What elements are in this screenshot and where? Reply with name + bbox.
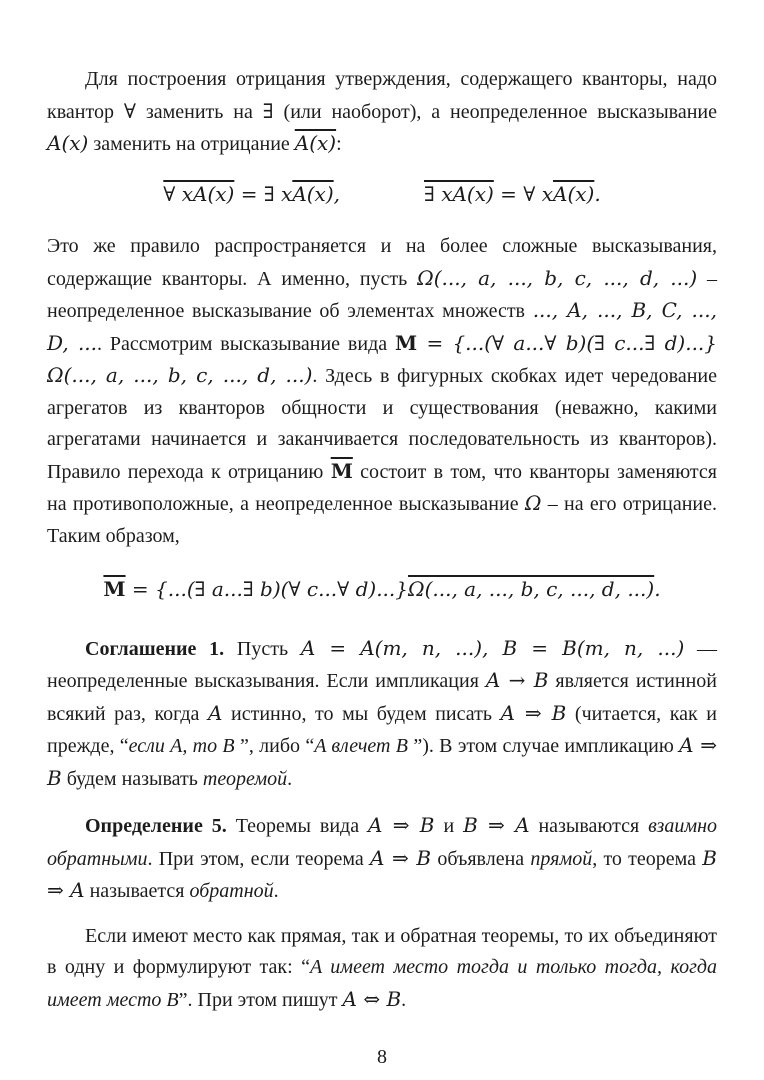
text-segment: называется — [84, 880, 190, 902]
text-segment: и — [434, 815, 464, 837]
text-segment: ”, либо “ — [234, 735, 315, 757]
overlined-exists-statement: ∃ xA(x) — [424, 181, 494, 206]
quantifier-prefix-formula: = {...(∀ a...∀ b)(∃ c...∃ d)...}Ω(..., a, ..., b, c, ..., d, ...) — [47, 330, 718, 387]
omega-symbol: Ω — [524, 491, 542, 515]
text-segment: Для построения отрицания утверждения, содержащего кванторы, надо квантор — [47, 68, 717, 123]
text-segment: называются — [529, 815, 649, 837]
B-implies-A: B ⇒ A — [463, 813, 530, 837]
text-segment: Это же правило распространяется и на более сложные высказывания, содержащие кванторы. А именно, пусть — [47, 235, 717, 290]
term-converse: обратной — [189, 880, 274, 902]
B-implies-A: B ⇒ A — [47, 845, 717, 902]
paragraph-biconditional — [47, 921, 717, 1017]
statement-A-of-x: A(x) — [47, 131, 89, 155]
text-segment: является истинной всякий раз, когда — [47, 670, 717, 725]
term-theorem: теоремой — [202, 767, 288, 790]
negated-A-of-x: A(x) — [294, 131, 337, 155]
A-implies-B: A ⇒ B — [47, 733, 718, 790]
text-segment: ”. При этом пишут — [178, 988, 343, 1011]
text-segment: . — [654, 577, 661, 601]
reading-A-entails-B: A влечет B — [314, 735, 409, 757]
page-number: 8 — [377, 1046, 387, 1068]
display-formula-negation-of-M — [47, 574, 717, 607]
text-segment: , то теорема — [592, 847, 703, 870]
text-segment: = ∀ x — [493, 181, 554, 206]
display-formula-quantifier-negation — [47, 179, 717, 212]
text-segment: , — [333, 181, 340, 206]
negated-fraktur-M: $\overline{M}$ — [103, 577, 126, 601]
negated-A-of-x: A(x) — [553, 181, 595, 206]
paragraph-convention-1 — [47, 633, 717, 796]
text-segment: . — [273, 880, 279, 902]
text-segment: – на его отрицание. Таким образом, — [47, 493, 718, 547]
implication-A-to-B: A → B — [485, 668, 549, 692]
text-segment: объявлена — [431, 847, 531, 870]
text-segment: . Рассмотрим высказывание вида — [97, 332, 396, 355]
formula-negated-M — [103, 574, 660, 607]
text-segment: Теоремы вида — [226, 815, 369, 837]
term-mutually-converse: взаимно обратными — [47, 815, 717, 870]
text-segment: будем называть — [61, 767, 203, 790]
text-segment: заменить на отрицание — [88, 133, 295, 155]
text-segment: . При этом, если теорема — [147, 847, 370, 870]
text-segment: . Здесь в фигурных скобках идет чередование агрегатов из кванторов общности и существования (неважно, какими агрегатами начинается и заканчивается последовательность из кванторов). Правило перехода к отрицанию — [47, 365, 718, 483]
text-segment: — неопределенные высказывания. Если импликация — [47, 637, 717, 692]
exists-symbol: ∃ — [262, 98, 274, 123]
formula-exists-negation — [424, 179, 601, 212]
A-B-definitions: A = A(m, n, ...), B = B(m, n, ...) — [300, 635, 685, 660]
negated-A-of-x: A(x) — [292, 181, 334, 206]
text-segment: . — [287, 767, 293, 790]
text-segment: (читается, как и прежде, “ — [47, 702, 717, 757]
text-segment: состоит в том, что кванторы заменяются на противоположные, а неопределенное высказывание — [47, 460, 717, 515]
sets-list: ..., A, ..., B, C, ..., D, ... — [47, 298, 717, 355]
text-segment: заменить на — [135, 100, 263, 123]
A-implies-B: A ⇒ B — [500, 700, 567, 725]
text-segment: . — [401, 988, 407, 1011]
text-segment: истинно, то мы будем писать — [222, 702, 501, 725]
text-segment: . — [594, 181, 601, 206]
text-segment: = ∃ x — [234, 181, 293, 206]
negated-omega-statement: Ω(..., a, ..., b, c, ..., d, ...) — [407, 577, 655, 601]
omega-statement: Ω(..., a, ..., b, c, ..., d, ...) — [417, 265, 698, 290]
swapped-quantifier-prefix: = {...(∃ a...∃ b)(∀ c...∀ d)...} — [125, 577, 408, 601]
text-segment: Если имеют место как прямая, так и обратная теоремы, то их объединяют в одну и формулируют так: “ — [47, 924, 717, 978]
reading-if-A-then-B: если A, то B — [128, 735, 235, 757]
A-implies-B: A ⇒ B — [369, 845, 432, 870]
convention-heading: Соглашение 1. — [85, 637, 225, 660]
paragraph-negation-rule — [47, 64, 717, 161]
A-iff-B: A ⇔ B — [342, 986, 402, 1011]
text-segment: ”). В этом случае импликацию — [408, 735, 680, 757]
forall-symbol: ∀ — [123, 98, 136, 123]
paragraph-complex-statements-rule — [47, 231, 717, 552]
overlined-forall-statement: ∀ xA(x) — [163, 181, 235, 206]
text-segment: : — [336, 133, 342, 155]
text-segment: Пусть — [224, 637, 301, 660]
text-segment: (или наоборот), а неопределенное высказывание — [273, 100, 717, 123]
A-implies-B: A ⇒ B — [368, 813, 435, 837]
definition-heading: Определение 5. — [85, 815, 227, 837]
iff-formulation: A имеет место тогда и только тогда, когда имеет место B — [47, 956, 718, 1011]
text-segment: – неопределенное высказывание об элементах множеств — [47, 267, 718, 322]
fraktur-M: M — [395, 330, 418, 355]
negated-fraktur-M: $\overline{M}$ — [330, 458, 353, 483]
text-segment: A — [208, 700, 223, 725]
paragraph-definition-5 — [47, 810, 717, 908]
formula-forall-negation — [163, 179, 340, 212]
term-direct: прямой — [530, 847, 593, 870]
